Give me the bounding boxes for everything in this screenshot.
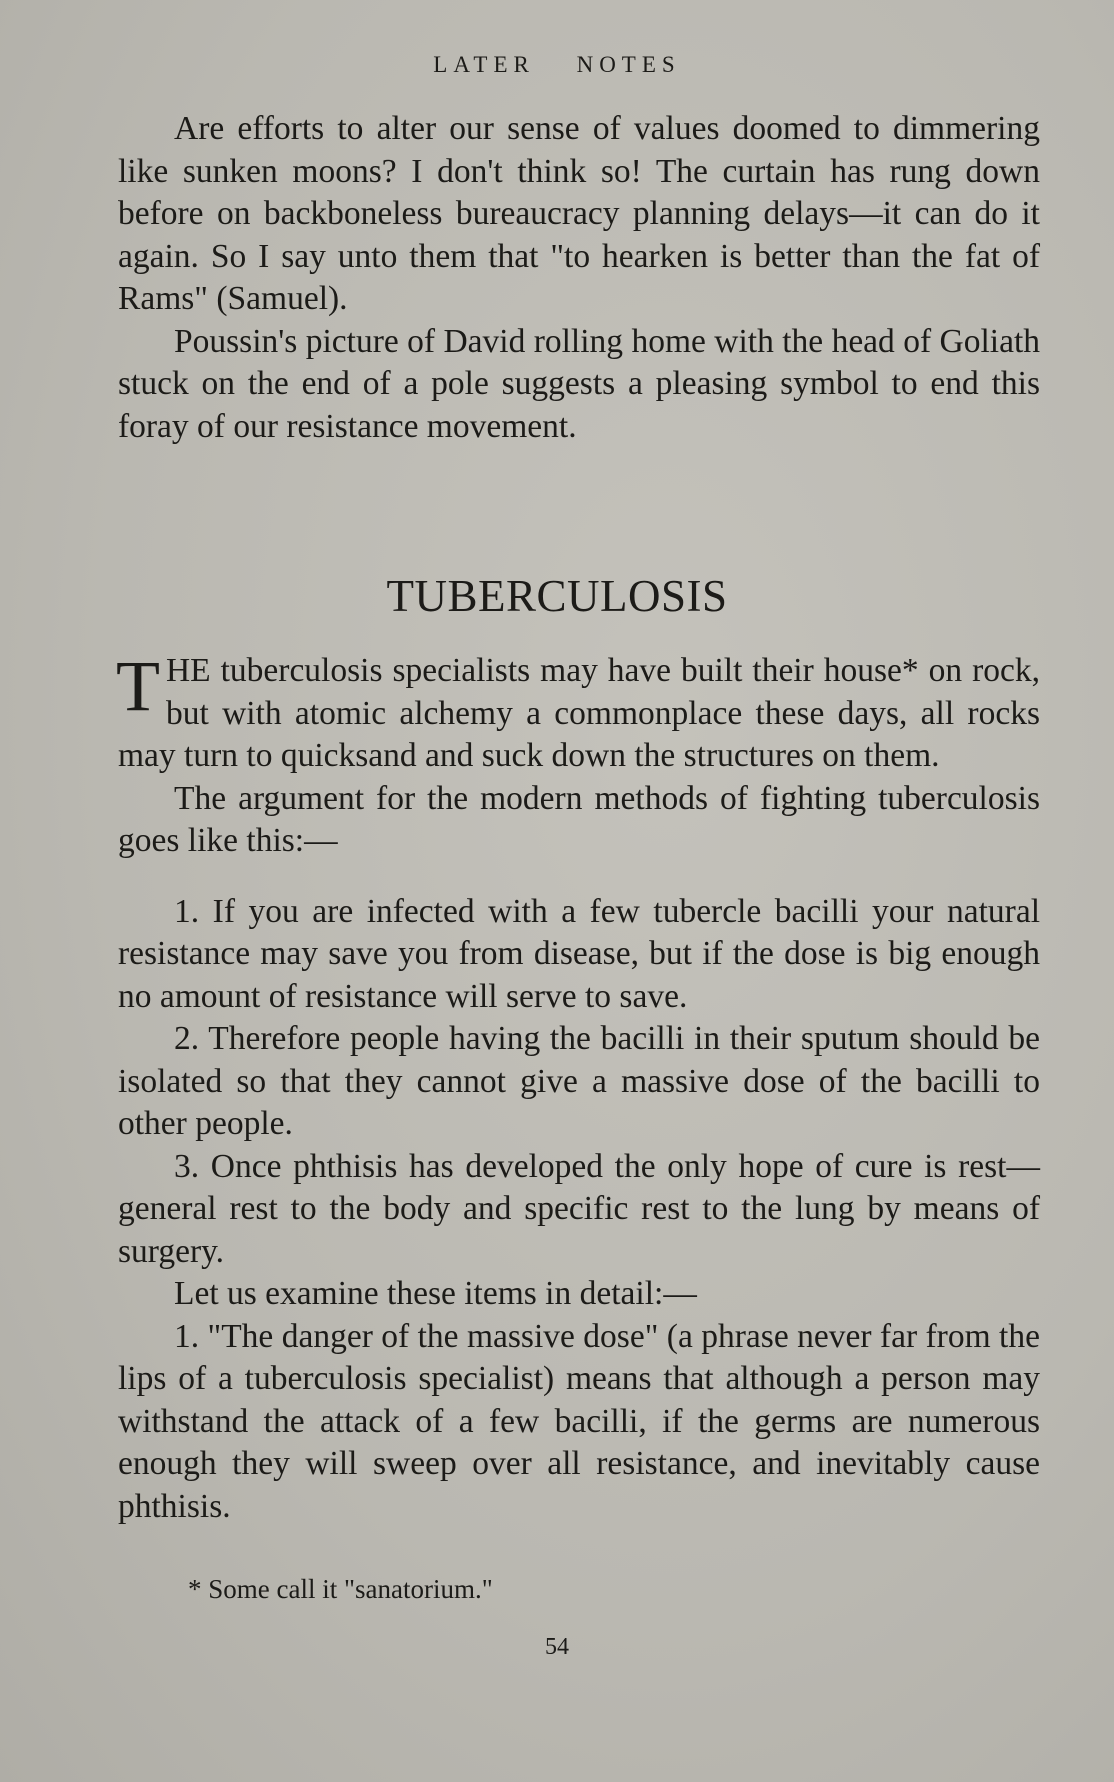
examine-paragraph: Let us examine these items in detail:— [174, 1275, 697, 1312]
drop-cap: T [116, 646, 160, 726]
numbered-point: 3. Once phthisis has developed the only hope of cure is rest—general rest to the body and specific rest to the lung by means of surgery. [118, 1147, 1040, 1270]
paragraph-spacer [118, 863, 1040, 891]
paragraph-values: Are efforts to alter our sense of values doomed to dimmering like sunken moons? I don't think so! The curtain has rung down before on backboneless bureaucracy planning delays—it can do it again. So I say unto them that "to hearken is better than the fat of Rams" (Samuel). [118, 110, 1040, 317]
numbered-point: 1. If you are infected with a few tubercle bacilli your natural resistance may save you from disease, but if the dose is big enough no amount of resistance will serve to save. [118, 892, 1040, 1015]
continuation-text [118, 108, 1040, 448]
paragraph-poussin: Poussin's picture of David rolling home with the head of Goliath stuck on the end of a pole suggests a pleasing symbol to end this foray of our resistance movement. [118, 322, 1040, 445]
section-title: TUBERCULOSIS [386, 571, 728, 621]
opening-paragraph [116, 646, 1040, 778]
opening-text: HE tuberculosis specialists may have built their house* on rock, but with atomic alchemy a commonplace these days, all rocks may turn to quicksand and suck down the structures on them. [118, 652, 1040, 774]
intro-paragraph: The argument for the modern methods of fighting tuberculosis goes like this:— [118, 779, 1040, 859]
running-head: LATER NOTES [433, 52, 681, 77]
footnote: * Some call it "sanatorium." [188, 1574, 493, 1604]
numbered-point: 2. Therefore people having the bacilli in their sputum should be isolated so that they cannot give a massive dose of the bacilli to other people. [118, 1020, 1040, 1142]
tuberculosis-text [116, 646, 1040, 1528]
page-number: 54 [545, 1634, 569, 1660]
detail-paragraph: 1. "The danger of the massive dose" (a phrase never far from the lips of a tuberculosis specialist) means that although a person may withstand the attack of a few bacilli, if the germs are numerous enough they will sweep over all resistance, and inevitably cause phthisis. [118, 1317, 1040, 1525]
